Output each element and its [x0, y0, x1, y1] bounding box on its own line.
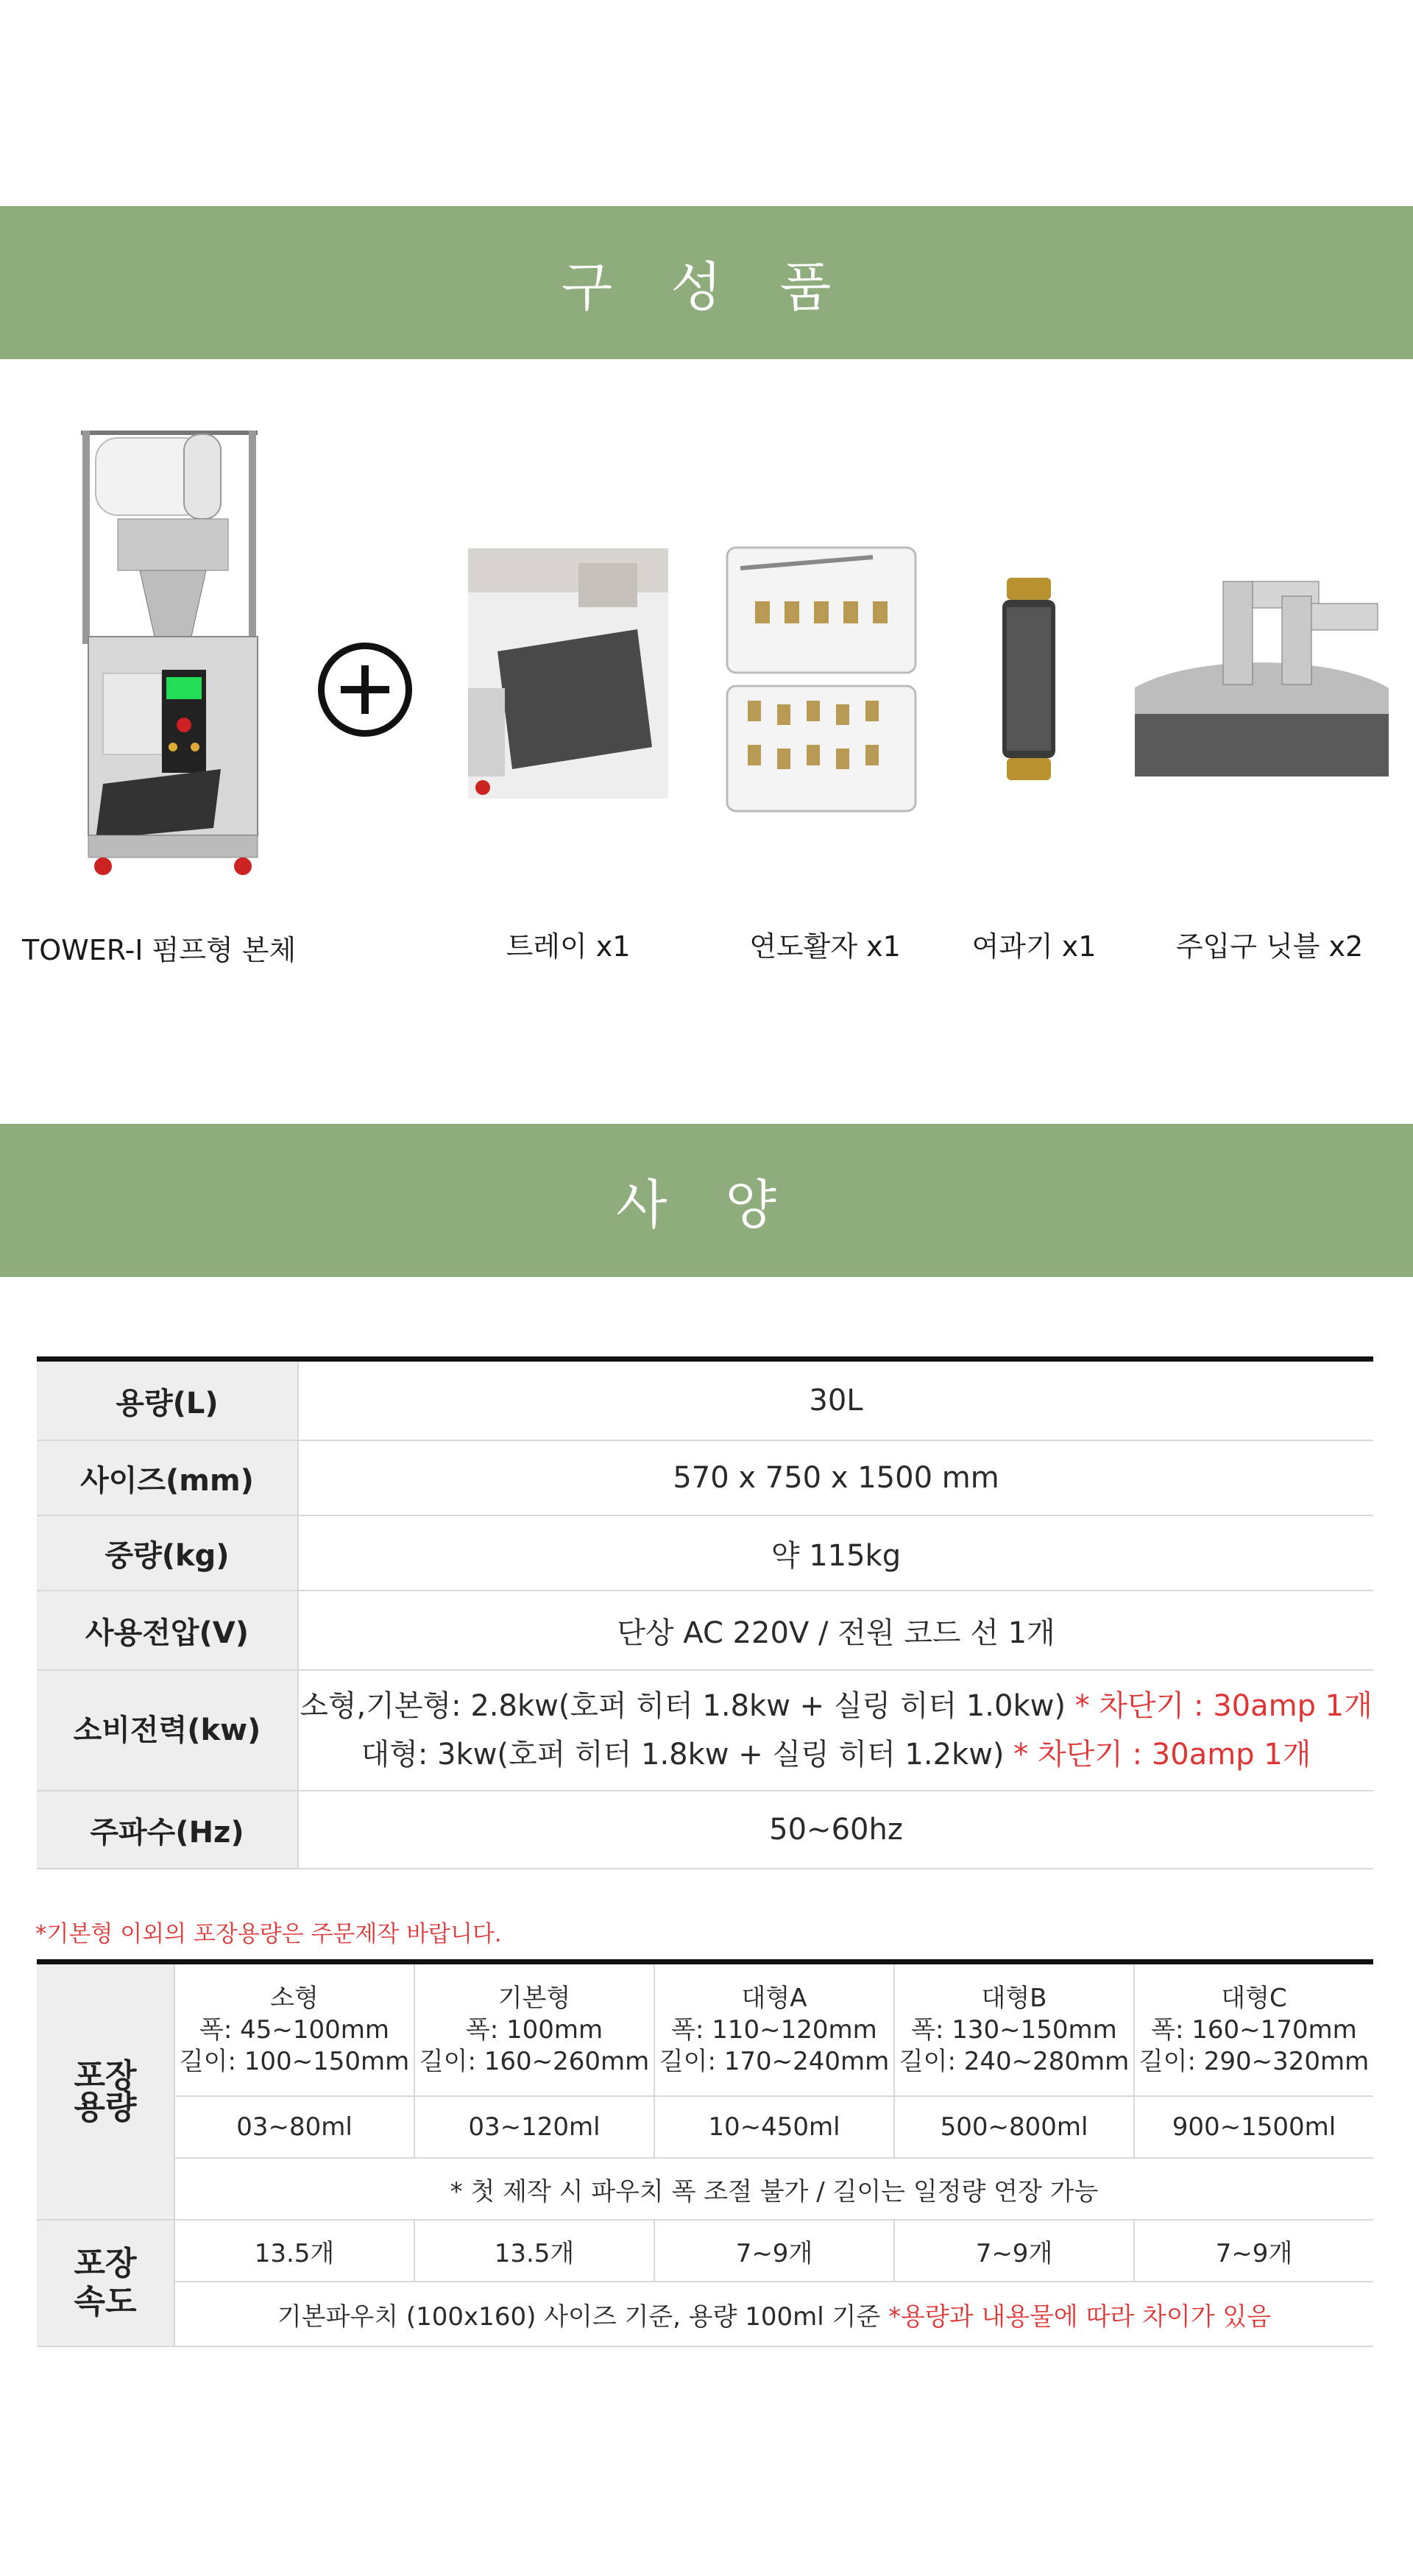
speed-label: [37, 2220, 174, 2346]
spec-key: 사용전압(V): [37, 1590, 298, 1670]
power-line-1: [299, 1682, 1373, 1730]
size-width: 폭: 100mm: [465, 2014, 603, 2045]
nipple-label: 주입구 닛블 x2: [1175, 930, 1364, 963]
size-length: 길이: 160~260mm: [419, 2046, 650, 2076]
table-row: [37, 1515, 1373, 1590]
table-row: [37, 2220, 1373, 2282]
power-line-2-note: * 차단기 : 30amp 1개: [1013, 1738, 1311, 1772]
size-cell: [174, 1962, 414, 2097]
volume-cell: 10~450ml: [654, 2096, 894, 2158]
tray-label: 트레이 x1: [506, 930, 631, 963]
spec-value: 570 x 750 x 1500 mm: [298, 1440, 1373, 1515]
size-length: 길이: 100~150mm: [179, 2046, 410, 2076]
table-row: [37, 2158, 1373, 2220]
volume-cell: 03~80ml: [174, 2096, 414, 2158]
size-name: 기본형: [497, 1983, 571, 2013]
size-length: 길이: 170~240mm: [659, 2046, 890, 2076]
spec-value: 단상 AC 220V / 전원 코드 선 1개: [298, 1590, 1373, 1670]
spec-key: 용량(L): [37, 1359, 298, 1441]
components-title: 구 성 품: [561, 256, 852, 318]
specs-banner: [0, 1124, 1413, 1277]
volume-cell: 03~120ml: [414, 2096, 654, 2158]
speed-footnote-text: 기본파우치 (100x160) 사이즈 기준, 용량 100ml 기준: [277, 2301, 881, 2332]
capacity-label: [37, 1962, 174, 2221]
power-line-1-note: * 차단기 : 30amp 1개: [1074, 1689, 1373, 1723]
machine-label: TOWER-I 펌프형 본체: [22, 934, 297, 966]
speed-label-line1: 포장: [74, 2245, 137, 2282]
plus-icon: [318, 643, 412, 737]
size-width: 폭: 130~150mm: [911, 2014, 1117, 2045]
spec-value: 30L: [298, 1359, 1373, 1441]
table-row: [37, 1590, 1373, 1670]
specs-title: 사 양: [616, 1174, 797, 1236]
speed-cell: 7~9개: [1134, 2220, 1373, 2282]
spec-value: 50~60hz: [298, 1791, 1373, 1869]
spec-value-power: [298, 1670, 1373, 1791]
table-row: [37, 1440, 1373, 1515]
size-name: 대형C: [1221, 1983, 1287, 2013]
table-row: [37, 1359, 1373, 1441]
date-type-set-label: 연도활자 x1: [749, 930, 901, 963]
size-cell: [414, 1962, 654, 2097]
table-row: [37, 2282, 1373, 2346]
speed-label-line2: 속도: [74, 2283, 137, 2321]
size-width: 폭: 45~100mm: [199, 2014, 389, 2045]
spec-value: 약 115kg: [298, 1515, 1373, 1590]
capacity-label-line1: 포장: [74, 2057, 137, 2095]
size-width: 폭: 110~120mm: [671, 2014, 877, 2045]
spec-table: [37, 1356, 1373, 1869]
speed-cell: 7~9개: [894, 2220, 1134, 2282]
speed-cell: 13.5개: [414, 2220, 654, 2282]
components-banner: [0, 206, 1413, 359]
speed-footnote: [174, 2282, 1373, 2346]
size-name: 대형B: [981, 1983, 1047, 2013]
nipple-image: [1135, 567, 1389, 776]
spec-key: 중량(kg): [37, 1515, 298, 1590]
size-name: 소형: [270, 1983, 319, 2013]
custom-order-note: *기본형 이외의 포장용량은 주문제작 바랍니다.: [35, 1921, 502, 1947]
power-line-2: [299, 1730, 1373, 1779]
size-name: 대형A: [741, 1983, 807, 2013]
speed-cell: 13.5개: [174, 2220, 414, 2282]
size-cell: [894, 1962, 1134, 2097]
size-length: 길이: 240~280mm: [899, 2046, 1130, 2076]
filter-image: [998, 578, 1060, 780]
capacity-footnote: * 첫 제작 시 파우치 폭 조절 불가 / 길이는 일정량 연장 가능: [174, 2158, 1373, 2220]
table-row: [37, 1791, 1373, 1869]
table-row: [37, 1962, 1373, 2097]
tower-machine-image: [74, 416, 265, 880]
spec-key: 사이즈(mm): [37, 1440, 298, 1515]
spec-key: 소비전력(kw): [37, 1670, 298, 1791]
speed-cell: 7~9개: [654, 2220, 894, 2282]
tray-image: [468, 548, 668, 799]
speed-footnote-note: *용량과 내용물에 따라 차이가 있음: [888, 2301, 1272, 2332]
packing-table: [37, 1959, 1373, 2347]
spec-key: 주파수(Hz): [37, 1791, 298, 1869]
size-length: 길이: 290~320mm: [1138, 2046, 1370, 2076]
power-line-2-text: 대형: 3kw(호퍼 히터 1.8kw + 실링 히터 1.2kw): [361, 1738, 1005, 1772]
size-cell: [1134, 1962, 1373, 2097]
size-cell: [654, 1962, 894, 2097]
date-type-set-image: [726, 546, 917, 815]
table-row: [37, 2096, 1373, 2158]
table-row: [37, 1670, 1373, 1791]
size-width: 폭: 160~170mm: [1151, 2014, 1357, 2045]
volume-cell: 500~800ml: [894, 2096, 1134, 2158]
filter-label: 여과기 x1: [971, 930, 1097, 963]
power-line-1-text: 소형,기본형: 2.8kw(호퍼 히터 1.8kw + 실링 히터 1.0kw): [300, 1689, 1066, 1723]
capacity-label-line2: 용량: [74, 2089, 137, 2126]
volume-cell: 900~1500ml: [1134, 2096, 1373, 2158]
